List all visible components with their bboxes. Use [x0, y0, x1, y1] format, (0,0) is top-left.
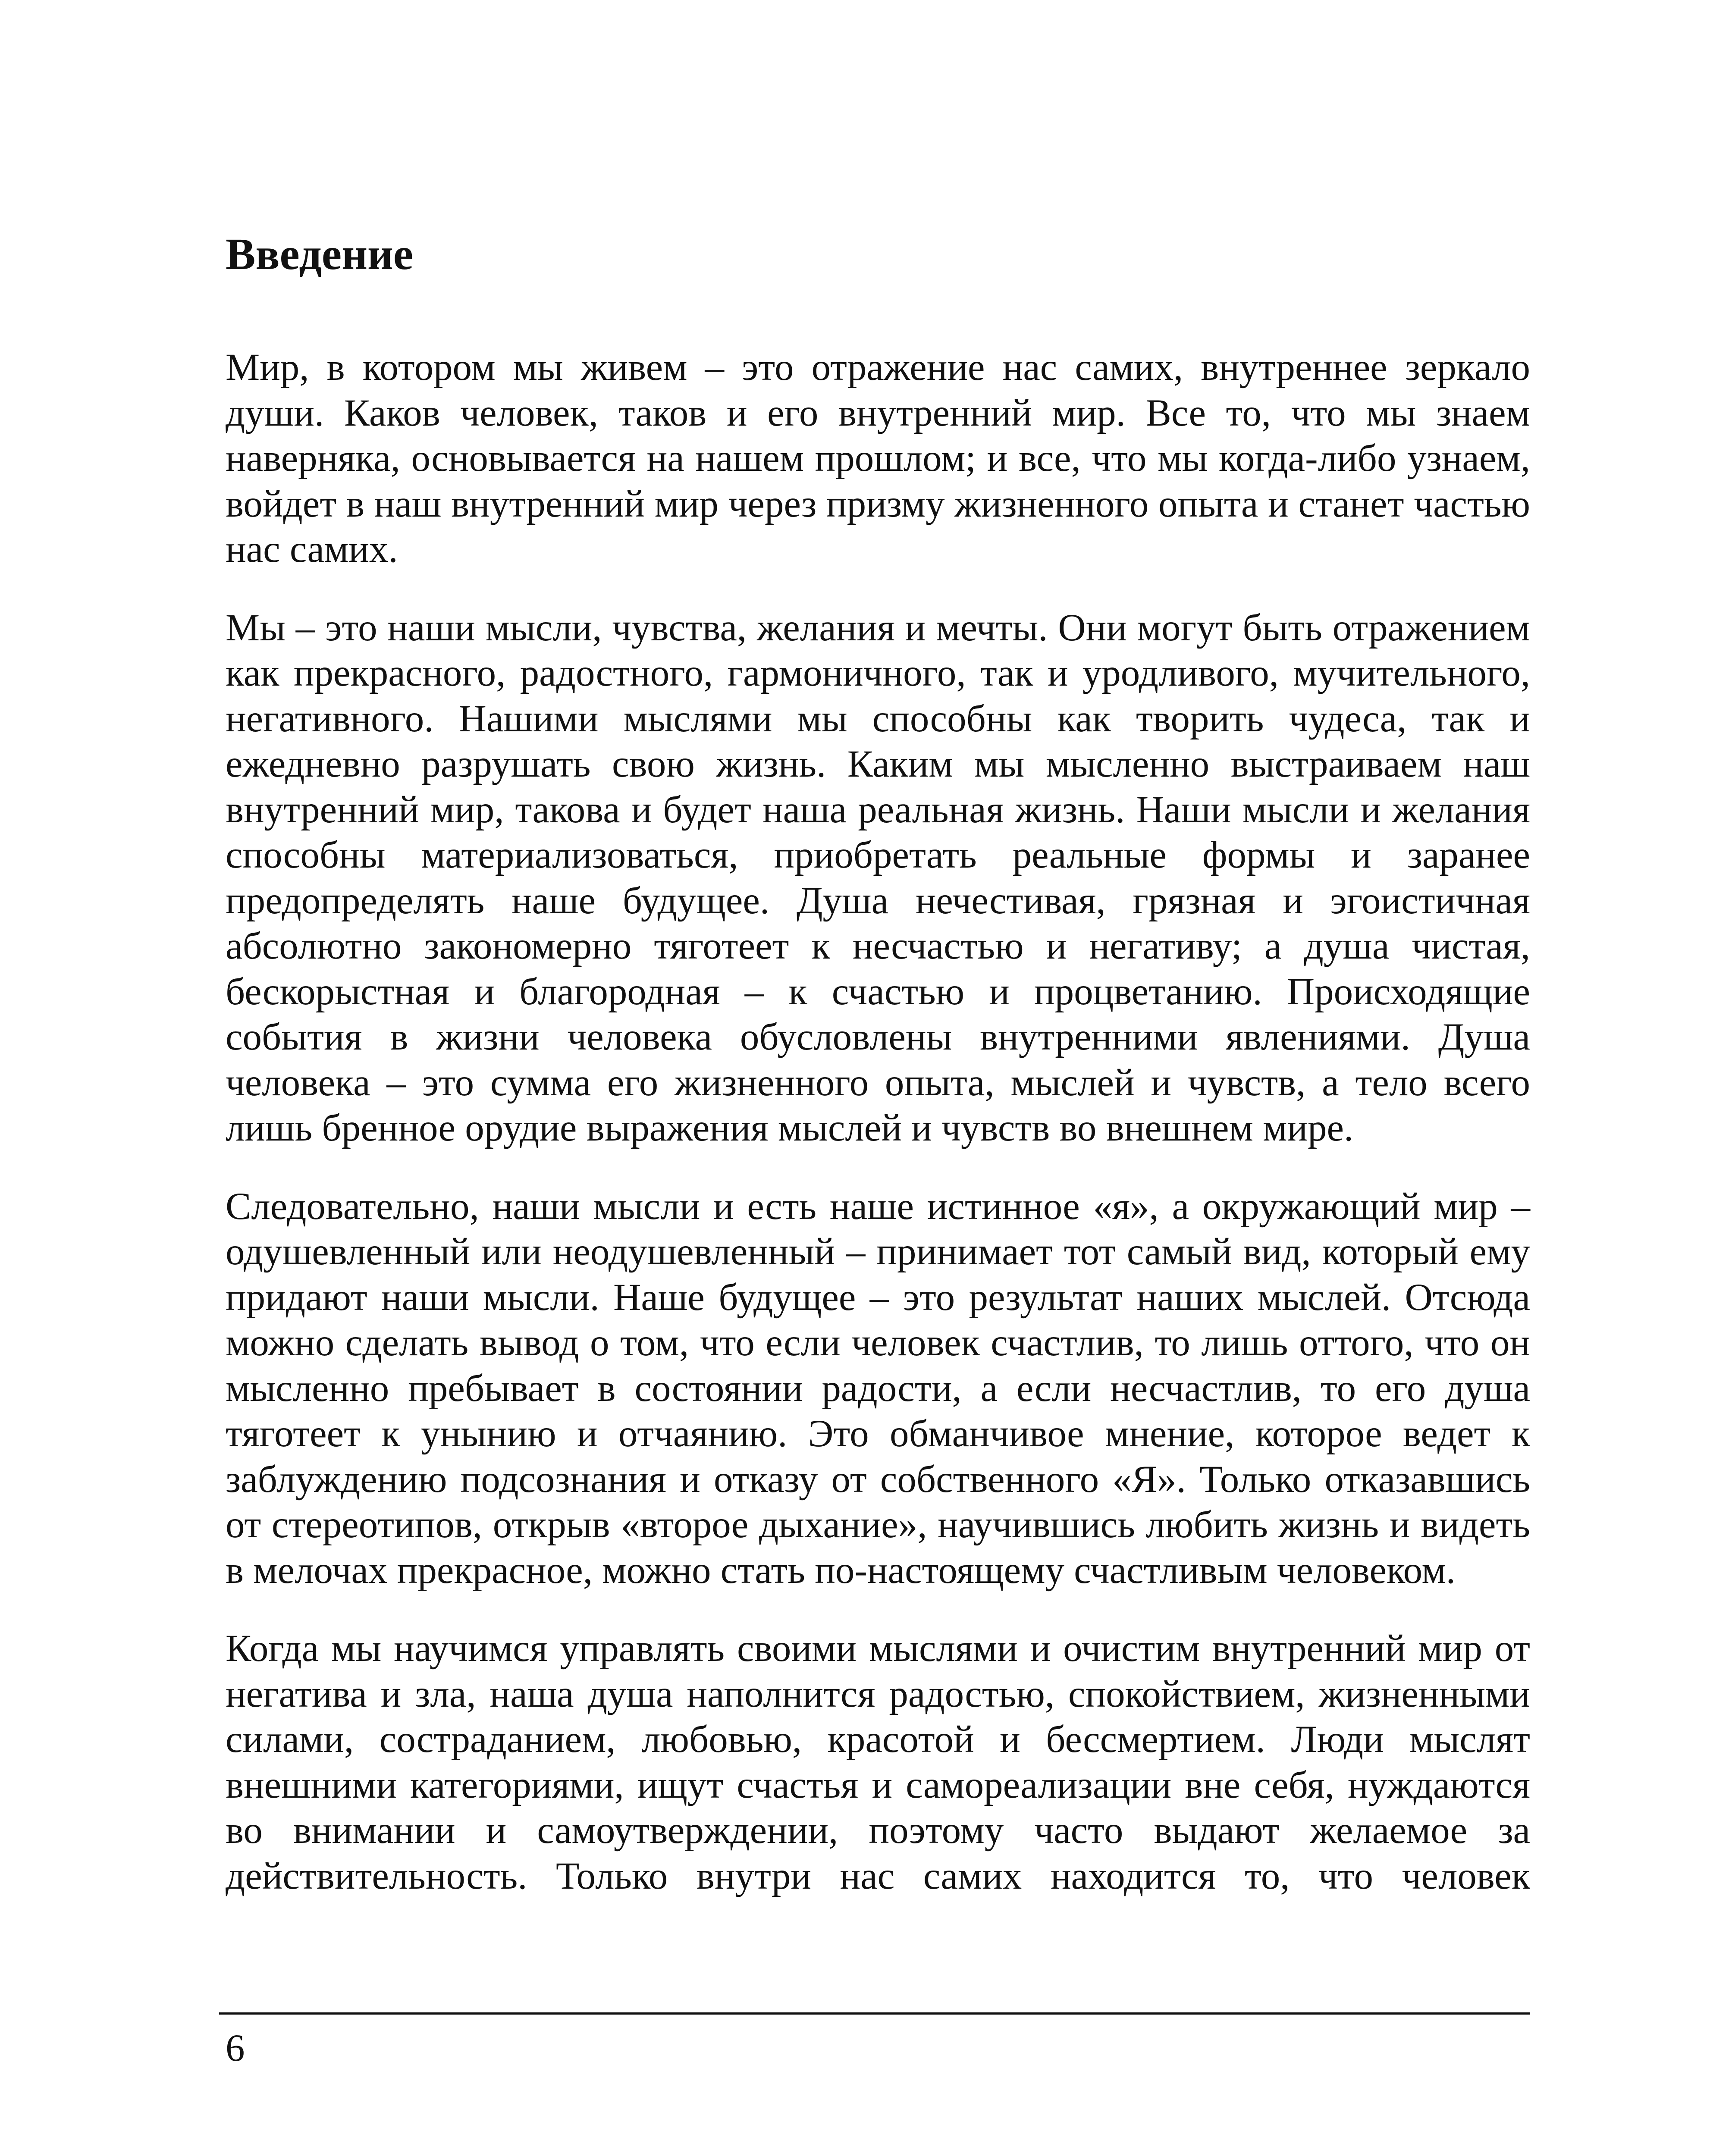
page-number: 6	[226, 2027, 245, 2069]
paragraph-2: Мы – это наши мысли, чувства, желания и мечты. Они могут быть отражением как прекрасного, радостного, гармоничного, так и уродливого, мучительного, негативного. Нашими мыслями мы способны как творить чудеса, так и ежедневно разрушать свою жизнь. Каким мы мысленно выстраиваем наш внутренний мир, такова и будет наша реальная жизнь. Наши мысли и желания способны материализоваться, приобретать реальные формы и заранее предопределять наше будущее. Душа нечестивая, грязная и эгоистичная абсолютно закономерно тяготеет к несчастью и негативу; а душа чистая, бескорыстная и благородная – к счастью и процветанию. Происходящие события в жизни человека обусловлены внутренними явлениями. Душа человека – это сумма его жизненного опыта, мыслей и чувств, а тело всего лишь бренное орудие выражения мыслей и чувств во внешнем мире.	[226, 606, 1530, 1149]
footer-divider	[219, 2012, 1530, 2015]
paragraph-3: Следовательно, наши мысли и есть наше истинное «я», а окружающий мир – одушевленный или неодушевленный – принимает тот самый вид, который ему придают наши мысли. Наше будущее – это результат наших мыслей. Отсюда можно сделать вывод о том, что если человек счастлив, то лишь оттого, что он мысленно пребывает в состоянии радости, а если несчастлив, то его душа тяготеет к унынию и отчаянию. Это обманчивое мнение, которое ведет к заблуждению подсознания и отказу от собственного «Я». Только отказавшись от стереотипов, открыв «второе дыхание», научившись любить жизнь и видеть в мелочах прекрасное, можно стать по-настоящему счастливым человеком.	[226, 1185, 1530, 1592]
paragraph-1: Мир, в котором мы живем – это отражение нас самих, внутреннее зеркало души. Каков человек, таков и его внутренний мир. Все то, что мы знаем наверняка, основывается на нашем прошлом; и все, что мы когда-либо узнаем, войдет в наш внутренний мир через призму жизненного опыта и станет частью нас самих.	[226, 346, 1530, 570]
chapter-heading: Введение	[226, 229, 414, 279]
body-text	[226, 345, 1530, 1932]
paragraph-4: Когда мы научимся управлять своими мыслями и очистим внутренний мир от негатива и зла, наша душа наполнится радостью, спокойствием, жизненными силами, состраданием, любовью, красотой и бессмертием. Люди мыслят внешними категориями, ищут счастья и самореализации вне себя, нуждаются во внимании и самоутверждении, поэтому часто выдают желаемое за действительность. Только внутри нас самих находится то, что человек	[226, 1627, 1530, 1897]
